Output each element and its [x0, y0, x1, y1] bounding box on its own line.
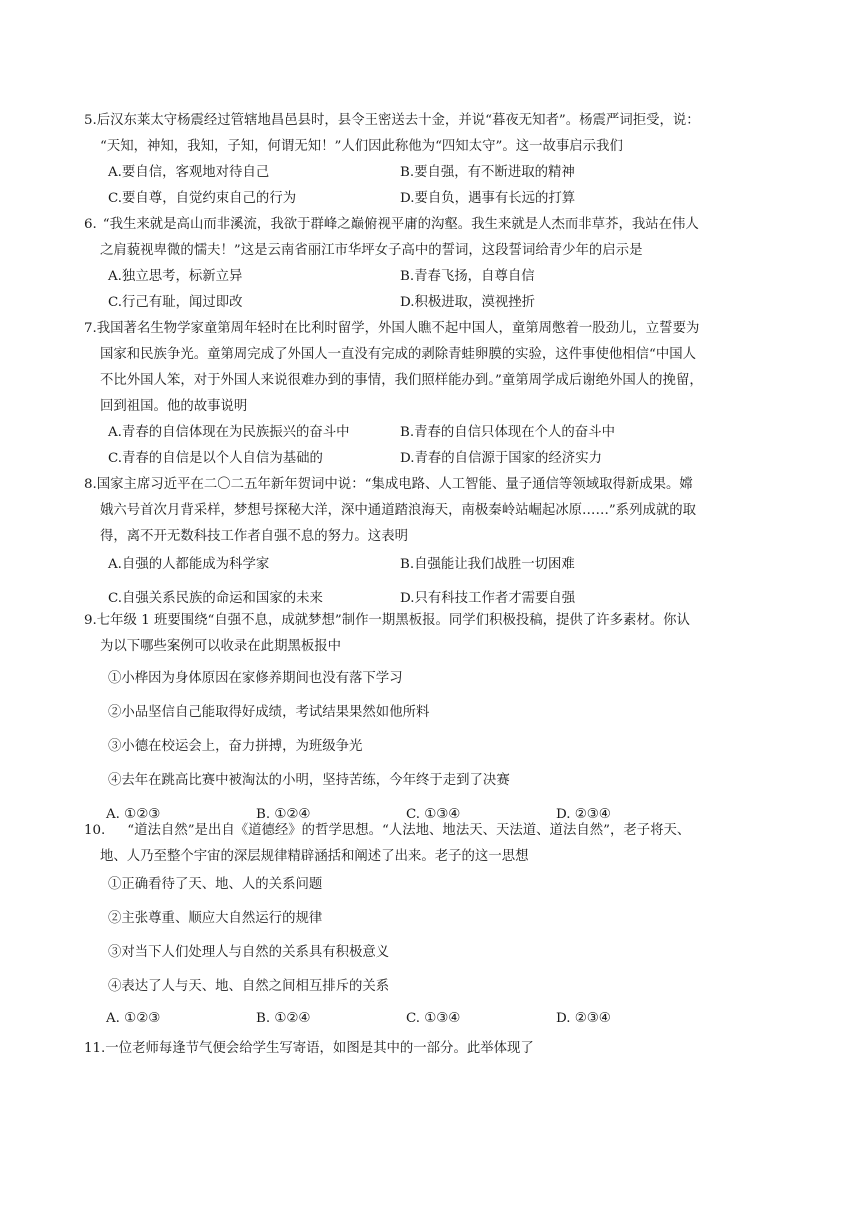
statement-1: ①小桦因为身体原因在家修养期间也没有落下学习 — [108, 671, 403, 686]
option-a: A.独立思考，标新立异 — [108, 269, 243, 284]
question-11 — [84, 1036, 784, 1062]
question-7-options-row-1 — [84, 420, 784, 446]
option-c: C.要自尊，自觉约束自己的行为 — [108, 191, 297, 206]
option-a: A.青春的自信体现在为民族振兴的奋斗中 — [108, 425, 350, 440]
question-number: 11. — [84, 1041, 106, 1056]
question-number: 10. — [84, 823, 106, 838]
statement-2: ②主张尊重、顺应大自然运行的规律 — [108, 911, 323, 926]
option-c: C.自强关系民族的命运和国家的未来 — [108, 591, 323, 606]
option-d: D.只有科技工作者才需要自强 — [400, 591, 576, 606]
question-7-stem-line-4: 回到祖国。他的故事说明 — [100, 399, 248, 414]
statement-4: ④去年在跳高比赛中被淘汰的小明，坚持苦练，今年终于走到了决赛 — [108, 773, 510, 788]
statement-2: ②小品坚信自己能取得好成绩，考试结果果然如他所料 — [108, 705, 430, 720]
option-b: B.青春的自信只体现在个人的奋斗中 — [400, 425, 615, 440]
question-5-stem-line-2: “天知，神知，我知，子知，何谓无知！”人们因此称他为“四知太守”。这一故事启示我们 — [100, 139, 623, 154]
option-d: D.青春的自信源于国家的经济实力 — [400, 451, 602, 466]
statement-4: ④表达了人与天、地、自然之间相互排斥的关系 — [108, 979, 390, 994]
option-b: B.青春飞扬，自尊自信 — [400, 269, 535, 284]
question-8-stem-line-3: 得，离不开无数科技工作者自强不息的努力。这表明 — [100, 529, 408, 544]
question-number: 7. — [84, 321, 97, 336]
question-number: 8. — [84, 477, 97, 492]
option-c: C.青春的自信是以个人自信为基础的 — [108, 451, 323, 466]
question-6-stem-line-1: 6. “我生来就是高山而非溪流，我欲于群峰之巅俯视平庸的沟壑。我生来就是人杰而非草芥，我站在伟人 — [84, 217, 699, 232]
question-7-stem-line-3: 不比外国人笨，对于外国人来说很难办到的事情，我们照样能办到。”童第周学成后谢绝外国人的挽留， — [100, 373, 703, 388]
option-d: D.积极进取，漠视挫折 — [400, 295, 536, 310]
option-b: B. ①②④ — [256, 1011, 311, 1026]
question-8-stem-line-2: 娥六号首次月背采样，梦想号探秘大洋，深中通道踏浪海天，南极秦岭站崛起冰原……”系列成就的取 — [100, 503, 697, 518]
question-10-options — [84, 1006, 784, 1032]
question-10 — [84, 818, 784, 1032]
question-10-stem-line-2: 地、人乃至整个宇宙的深层规律精辟涵括和阐述了出来。老子的这一思想 — [100, 849, 529, 864]
question-7-options-row-2 — [84, 446, 784, 472]
option-a: A.要自信，客观地对待自己 — [108, 165, 270, 180]
option-a: A. ①②③ — [106, 1011, 161, 1026]
option-d: D. ②③④ — [556, 1011, 611, 1026]
question-8-stem-line-1: 8.国家主席习近平在二〇二五年新年贺词中说：“集成电路、人工智能、量子通信等领域取得新成果。嫦 — [84, 477, 693, 492]
question-5 — [84, 108, 784, 212]
question-number: 5. — [84, 113, 97, 128]
option-b: B. ①②④ — [256, 807, 311, 822]
question-6 — [84, 212, 784, 316]
option-b: B.要自强，有不断进取的精神 — [400, 165, 575, 180]
option-d: D.要自负，遇事有长远的打算 — [400, 191, 576, 206]
option-c: C.行己有耻，闻过即改 — [108, 295, 243, 310]
option-a: A. ①②③ — [106, 807, 161, 822]
question-5-options-row-2 — [84, 186, 784, 212]
question-10-stem-line-1: 10. “道法自然”是出自《道德经》的哲学思想。“人法地、地法天、天法道、道法自然”，老子将天、 — [84, 823, 691, 838]
option-b: B.自强能让我们战胜一切困难 — [400, 557, 575, 572]
option-c: C. ①③④ — [406, 1011, 461, 1026]
question-9 — [84, 608, 784, 828]
statement-1: ①正确看待了天、地、人的关系问题 — [108, 877, 323, 892]
question-9-stem-line-2: 为以下哪些案例可以收录在此期黑板报中 — [100, 639, 342, 654]
statement-3: ③对当下人们处理人与自然的关系具有积极意义 — [108, 945, 390, 960]
question-5-options-row-1 — [84, 160, 784, 186]
option-d: D. ②③④ — [556, 807, 611, 822]
question-8-options-row-1 — [84, 552, 784, 578]
question-8 — [84, 472, 784, 612]
question-6-options-row-2 — [84, 290, 784, 316]
question-7-stem-line-1: 7.我国著名生物学家童第周年轻时在比利时留学，外国人瞧不起中国人，童第周憋着一股劲儿，立誓要为 — [84, 321, 700, 336]
question-6-options-row-1 — [84, 264, 784, 290]
question-7-stem-line-2: 国家和民族争光。童第周完成了外国人一直没有完成的剥除青蛙卵膜的实验，这件事使他相信“中国人 — [100, 347, 697, 362]
statement-3: ③小德在校运会上，奋力拼搏，为班级争光 — [108, 739, 363, 754]
question-11-stem-line-1: 11.一位老师每逢节气便会给学生写寄语，如图是其中的一部分。此举体现了 — [84, 1041, 534, 1056]
option-c: C. ①③④ — [406, 807, 461, 822]
question-number: 6. — [84, 217, 97, 232]
question-number: 9. — [84, 613, 97, 628]
option-a: A.自强的人都能成为科学家 — [108, 557, 270, 572]
question-7 — [84, 316, 784, 472]
question-9-stem-line-1: 9.七年级 1 班要围绕“自强不息，成就梦想”制作一期黑板报。同学们积极投稿，提供了许多素材。你认 — [84, 613, 690, 628]
question-6-stem-line-2: 之肩藐视卑微的懦夫！”这是云南省丽江市华坪女子高中的誓词，这段誓词给青少年的启示是 — [100, 243, 643, 258]
question-5-stem-line-1: 5.后汉东莱太守杨震经过管辖地昌邑县时，县令王密送去十金，并说“暮夜无知者”。杨震严词拒受，说： — [84, 113, 700, 128]
